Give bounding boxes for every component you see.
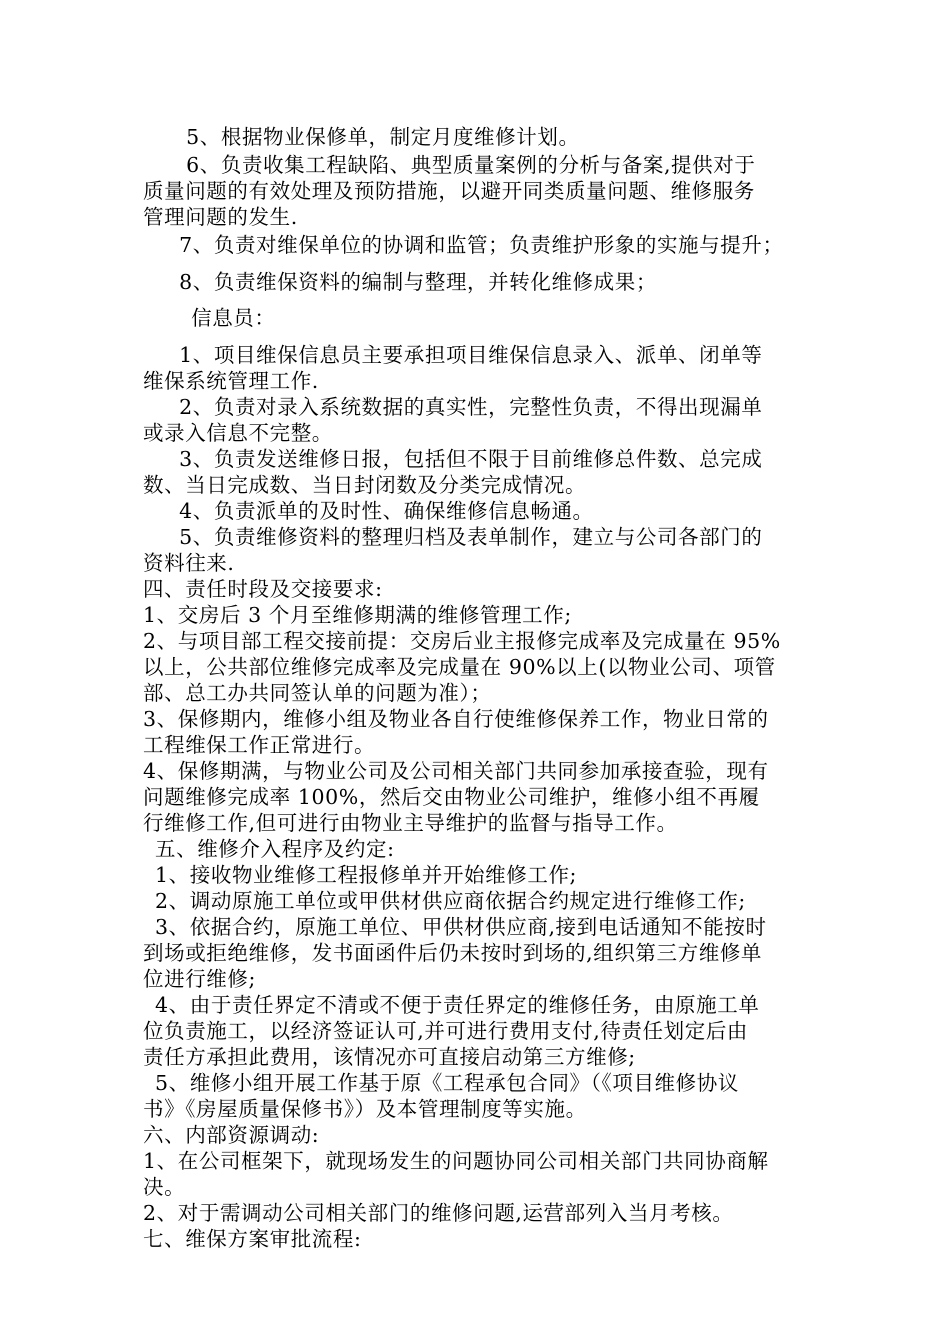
text-line: 数、当日完成数、当日封闭数及分类完成情况。 <box>143 473 587 497</box>
text-line: 书》《房屋质量保修书》）及本管理制度等实施。 <box>143 1097 587 1121</box>
text-line: 位进行维修; <box>143 967 257 991</box>
text-line: 3、负责发送维修日报，包括但不限于目前维修总件数、总完成 <box>158 447 763 471</box>
text-line: 6、负责收集工程缺陷、典型质量案例的分析与备案,提供对于 <box>165 153 756 177</box>
section-heading: 六、内部资源调动: <box>143 1123 320 1147</box>
text-line: 3、保修期内，维修小组及物业各自行使维修保养工作，物业日常的 <box>143 707 769 731</box>
text-line: 5、负责维修资料的整理归档及表单制作，建立与公司各部门的 <box>158 525 763 549</box>
text-line: 1、接收物业维修工程报修单并开始维修工作; <box>155 863 578 887</box>
text-line: 资料往来. <box>143 551 235 575</box>
text-line: 4、负责派单的及时性、确保维修信息畅通。 <box>158 499 594 523</box>
text-line: 1、交房后 3 个月至维修期满的维修管理工作; <box>143 603 572 627</box>
text-line: 2、调动原施工单位或甲供材供应商依据合约规定进行维修工作; <box>155 889 746 913</box>
text-line: 以上，公共部位维修完成率及完成量在 90%以上(以物业公司、项管 <box>143 655 776 679</box>
text-line: 8、负责维保资料的编制与整理，并转化维修成果； <box>158 270 657 294</box>
text-line: 4、保修期满，与物业公司及公司相关部门共同参加承接查验，现有 <box>143 759 769 783</box>
text-line: 管理问题的发生. <box>143 205 298 229</box>
text-line: 问题维修完成率 100%，然后交由物业公司维护，维修小组不再履 <box>143 785 760 809</box>
section-heading: 四、责任时段及交接要求: <box>143 577 383 601</box>
text-line: 部、总工办共同签认单的问题为准）； <box>143 681 492 705</box>
text-line: 或录入信息不完整。 <box>143 421 333 445</box>
text-line: 决。 <box>143 1175 186 1199</box>
text-line: 5、维修小组开展工作基于原《工程承包合同》（《项目维修协议 <box>155 1071 739 1095</box>
text-line: 2、对于需调动公司相关部门的维修问题,运营部列入当月考核。 <box>143 1201 734 1225</box>
text-line: 1、项目维保信息员主要承担项目维保信息录入、派单、闭单等 <box>158 343 763 367</box>
text-line: 责任方承担此费用，该情况亦可直接启动第三方维修; <box>143 1045 636 1069</box>
text-line: 4、由于责任界定不清或不便于责任界定的维修任务，由原施工单 <box>155 993 760 1017</box>
text-line: 5、根据物业保修单，制定月度维修计划。 <box>165 125 580 149</box>
section-heading: 七、维保方案审批流程: <box>143 1227 362 1251</box>
text-line: 7、负责对维保单位的协调和监管；负责维护形象的实施与提升； <box>158 233 784 257</box>
text-line: 信息员： <box>170 306 276 330</box>
section-heading: 五、维修介入程序及约定: <box>155 837 395 861</box>
text-line: 1、在公司框架下，就现场发生的问题协同公司相关部门共同协商解 <box>143 1149 769 1173</box>
text-line: 3、依据合约，原施工单位、甲供材供应商,接到电话通知不能按时 <box>155 915 767 939</box>
text-line: 工程维保工作正常进行。 <box>143 733 376 757</box>
text-line: 位负责施工，以经济签证认可,并可进行费用支付,待责任划定后由 <box>143 1019 749 1043</box>
text-line: 维保系统管理工作. <box>143 369 319 393</box>
text-line: 到场或拒绝维修，发书面函件后仍未按时到场的,组织第三方维修单 <box>143 941 763 965</box>
text-line: 行维修工作,但可进行由物业主导维护的监督与指导工作。 <box>143 811 678 835</box>
text-line: 质量问题的有效处理及预防措施，以避开同类质量问题、维修服务 <box>143 179 755 203</box>
text-line: 2、负责对录入系统数据的真实性，完整性负责，不得出现漏单 <box>158 395 763 419</box>
text-line: 2、与项目部工程交接前提：交房后业主报修完成率及完成量在 95% <box>143 629 781 653</box>
